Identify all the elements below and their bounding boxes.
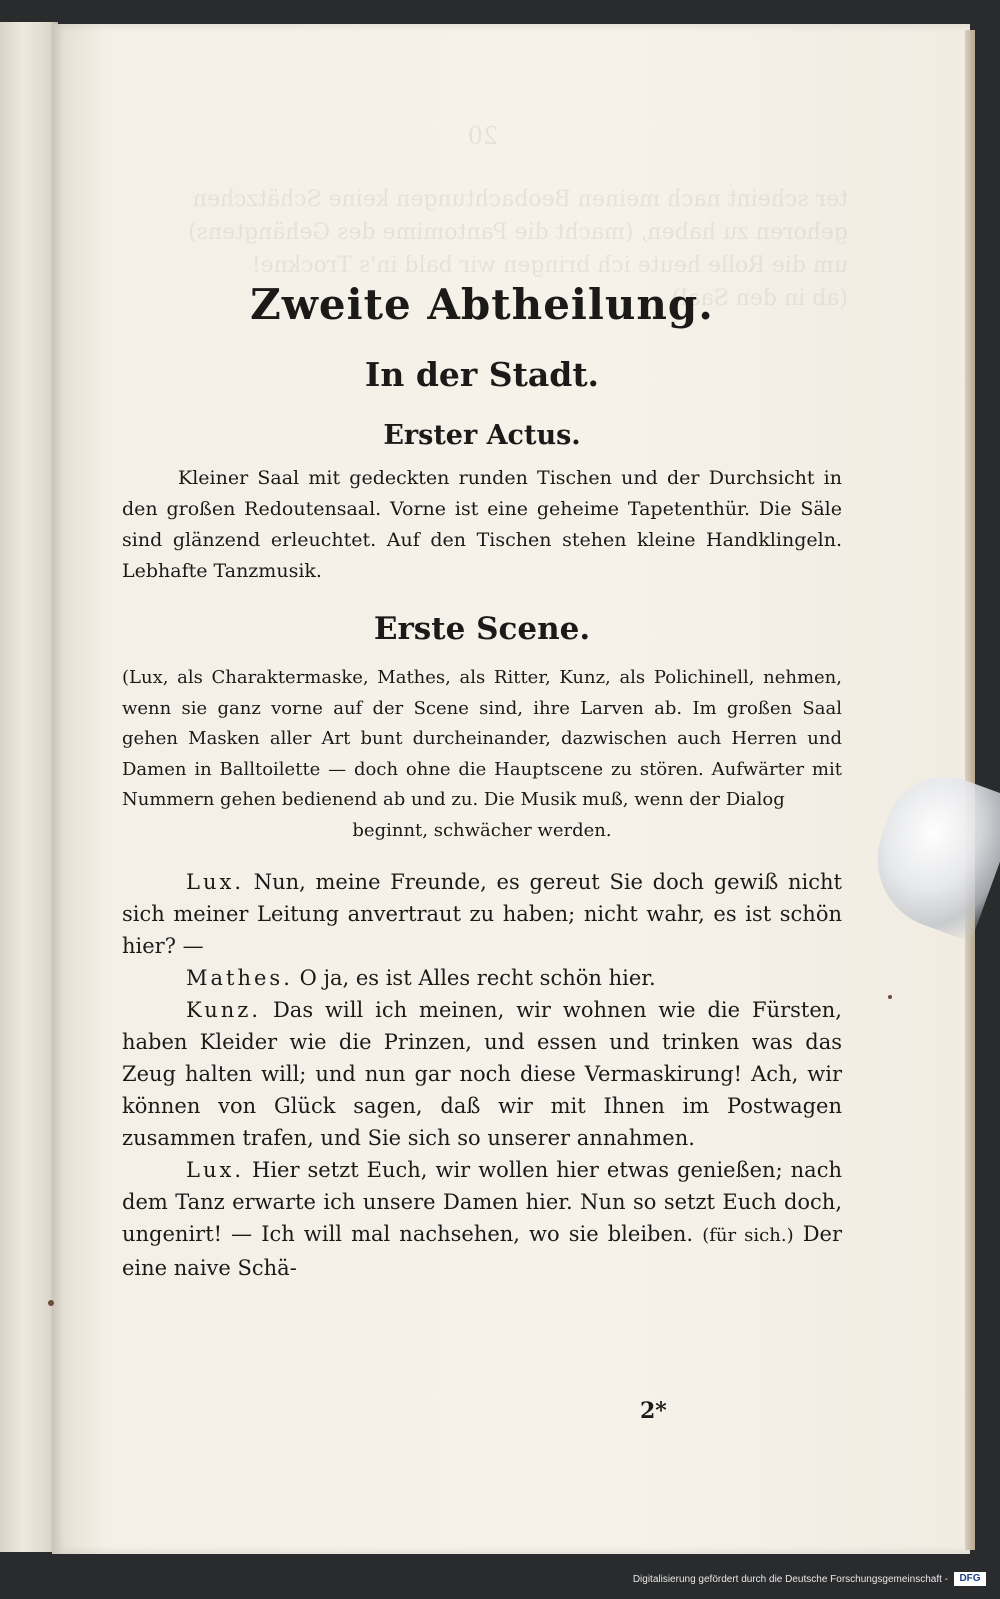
dialog-text: Hier setzt Euch, wir wollen hier etwas genießen; nach dem Tanz erwarte ich unsere Damen hier. Nun so setzt Euch doch, ungenirt! — Ich will mal nachsehen, wo sie bleiben.	[122, 1158, 842, 1246]
stage-direction-last-line: beginnt, schwächer werden.	[352, 819, 612, 841]
setting-description: Kleiner Saal mit gedeckten runden Tischen und der Durchsicht in den großen Redoutensaal. Vorne ist eine geheime Tapetenthür. Die Säle sind glänzend erleuchtet. Auf den Tischen stehen kleine Handklingeln. Lebhafte Tanzmusik.	[122, 467, 842, 582]
bleed-line: ter scheint nach meinen Beobachtungen keine Schätzchen	[192, 187, 848, 212]
bleed-line: um die Rolle heute ich bringen wir bald in's Trockne!	[251, 253, 848, 278]
dialog-text: Das will ich meinen, wir wohnen wie die Fürsten, haben Kleider wie die Prinzen, und essen und trinken was das Zeug halten will; und nun gar noch diese Vermaskirung! Ach, wir können von Glück sagen, daß wir mit Ihnen im Postwagen zusammen trafen, und Sie sich so unserer annahmen.	[122, 998, 842, 1150]
act-title: Erster Actus.	[383, 420, 581, 451]
funding-credit: Digitalisierung gefördert durch die Deutsche Forschungsgemeinschaft -	[632, 1574, 948, 1585]
signature-mark: 2*	[640, 1398, 667, 1424]
stage-direction-text: (Lux, als Charaktermaske, Mathes, als Ritter, Kunz, als Polichinell, nehmen, wenn sie ganz vorne auf der Scene sind, ihre Larven ab. Im großen Saal gehen Masken aller Art bunt durcheinander, dazwischen auch Herren und Damen in Balltoilette — doch ohne die Hauptscene zu stören. Aufwärter mit Nummern gehen bedienend ab und zu. Die Musik muß, wenn der Dialog	[122, 667, 842, 810]
dialog-line	[122, 866, 842, 962]
page-content	[122, 280, 842, 1284]
footer-bar	[0, 1568, 1000, 1599]
dialog	[122, 866, 842, 1284]
bleed-line: gehoren zu haben, (macht die Pantomime des Gehängtens)	[188, 220, 848, 245]
dialog-text: O ja, es ist Alles recht schön hier.	[299, 966, 656, 990]
place-title: In der Stadt.	[364, 355, 600, 394]
part-title: Zweite Abtheilung.	[250, 280, 714, 329]
speaker-name: Lux.	[186, 870, 244, 894]
dialog-line	[122, 1154, 842, 1284]
speaker-name: Kunz.	[186, 998, 262, 1022]
dialog-line	[122, 994, 842, 1154]
ink-spot	[48, 1300, 54, 1306]
scene-title: Erste Scene.	[373, 611, 591, 647]
ink-spot	[888, 995, 892, 999]
bleed-line: (ab in den Saal)	[671, 286, 848, 311]
dialog-text: Nun, meine Freunde, es gereut Sie doch gewiß nicht sich meiner Leitung anvertraut zu haben; nicht wahr, es ist schön hier? —	[122, 870, 842, 958]
aside-direction: (für sich.)	[702, 1225, 794, 1246]
dialog-text-continued: Der eine naive Schä-	[122, 1222, 842, 1280]
stage-direction	[122, 663, 842, 846]
left-page-edge	[0, 22, 58, 1552]
bleed-page-number: 20	[467, 122, 499, 150]
dfg-logo-icon: DFG	[954, 1572, 986, 1586]
dialog-line	[122, 962, 842, 994]
speaker-name: Lux.	[186, 1158, 244, 1182]
speaker-name: Mathes.	[186, 966, 293, 990]
